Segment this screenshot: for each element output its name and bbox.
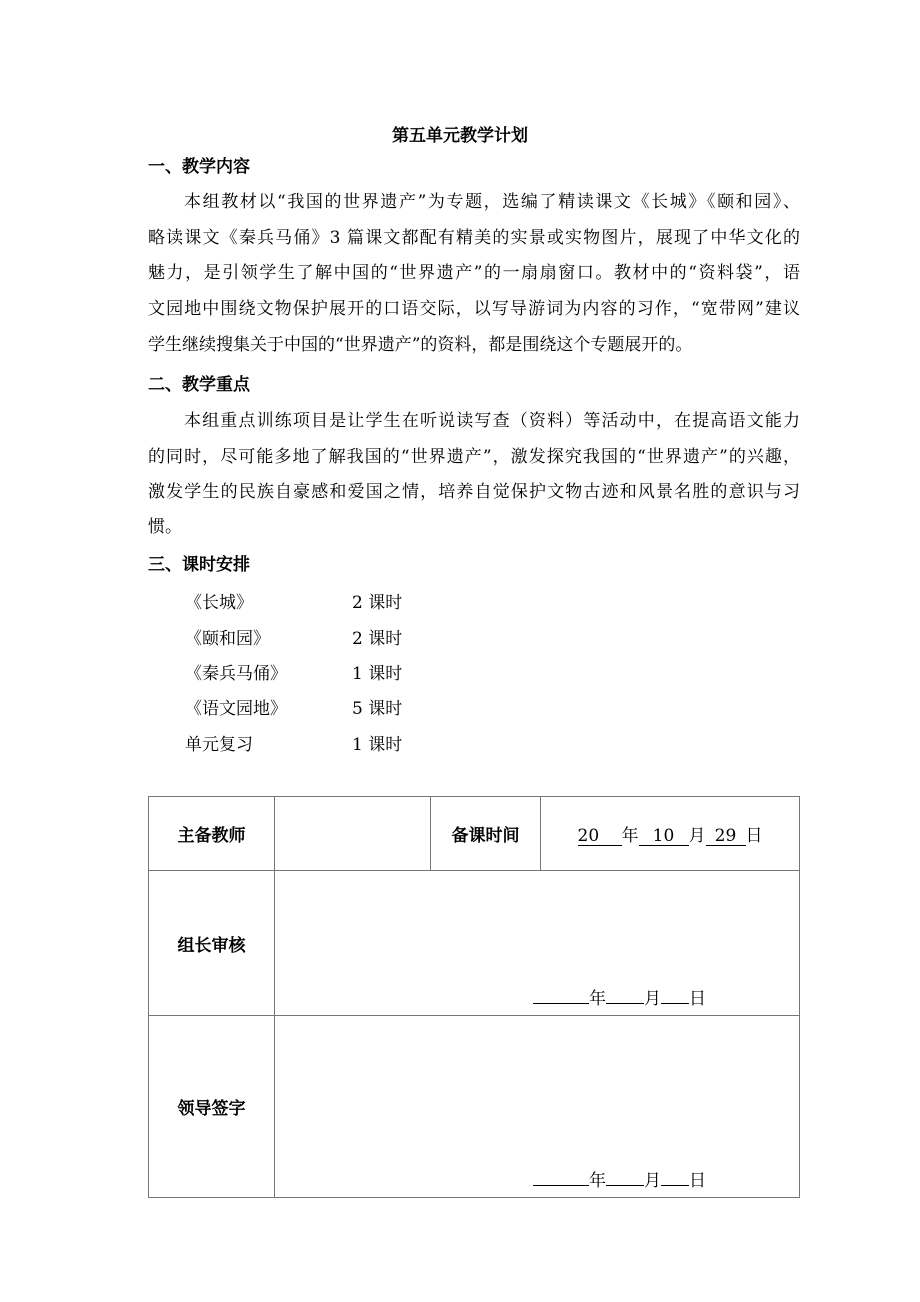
leader-sign-field[interactable] [275, 1016, 800, 1198]
schedule-hours: 2 课时 [352, 629, 403, 649]
schedule-lesson: 《语文园地》 [185, 699, 287, 719]
prep-date-field[interactable] [541, 797, 800, 871]
focus-line: 激发学生的民族自豪感和爱国之情，培养自觉保护文物古迹和风景名胜的意识与习 [148, 482, 800, 502]
review-date: 年 月 日 [533, 984, 706, 1009]
schedule-hours: 5 课时 [352, 699, 403, 719]
approval-form [148, 796, 800, 1198]
section-heading-content: 一、教学内容 [148, 157, 250, 177]
date-day: 29 [706, 827, 746, 846]
schedule-hours: 1 课时 [352, 735, 403, 755]
schedule-lesson: 单元复习 [185, 735, 253, 755]
schedule-lesson: 《颐和园》 [185, 629, 270, 649]
content-line: 略读课文《秦兵马俑》3 篇课文都配有精美的实景或实物图片，展现了中华文化的 [148, 228, 800, 248]
section-heading-schedule: 三、课时安排 [148, 555, 250, 575]
teacher-field[interactable] [275, 797, 431, 871]
schedule-hours: 2 课时 [352, 593, 403, 613]
schedule-hours: 1 课时 [352, 664, 403, 684]
focus-line: 惯。 [148, 517, 182, 537]
leader-label: 领导签字 [149, 1016, 275, 1198]
schedule-lesson: 《秦兵马俑》 [185, 664, 287, 684]
section-heading-focus: 二、教学重点 [148, 375, 250, 395]
review-label: 组长审核 [149, 871, 275, 1016]
content-line: 魅力，是引领学生了解中国的“世界遗产”的一扇扇窗口。教材中的“资料袋”，语 [148, 263, 800, 283]
schedule-lesson: 《长城》 [185, 593, 253, 613]
prep-time-label: 备课时间 [431, 797, 541, 871]
content-line: 学生继续搜集关于中国的“世界遗产”的资料，都是围绕这个专题展开的。 [148, 335, 693, 355]
date-month: 10 [639, 827, 689, 846]
content-line: 文园地中围绕文物保护展开的口语交际，以写导游词为内容的习作，“宽带网”建议 [148, 299, 800, 319]
focus-line: 本组重点训练项目是让学生在听说读写查（资料）等活动中，在提高语文能力 [184, 411, 800, 431]
leader-date: 年 月 日 [533, 1166, 706, 1191]
review-field[interactable] [275, 871, 800, 1016]
date-year: 20 [578, 827, 622, 846]
page-title: 第五单元教学计划 [392, 126, 528, 146]
teacher-label: 主备教师 [149, 797, 275, 871]
date-month-suffix: 月 [688, 826, 706, 846]
date-year-suffix: 年 [621, 826, 639, 846]
focus-line: 的同时，尽可能多地了解我国的“世界遗产”，激发探究我国的“世界遗产”的兴趣， [148, 447, 800, 467]
date-day-suffix: 日 [745, 826, 763, 846]
content-line: 本组教材以“我国的世界遗产”为专题，选编了精读课文《长城》《颐和园》、 [184, 192, 800, 212]
